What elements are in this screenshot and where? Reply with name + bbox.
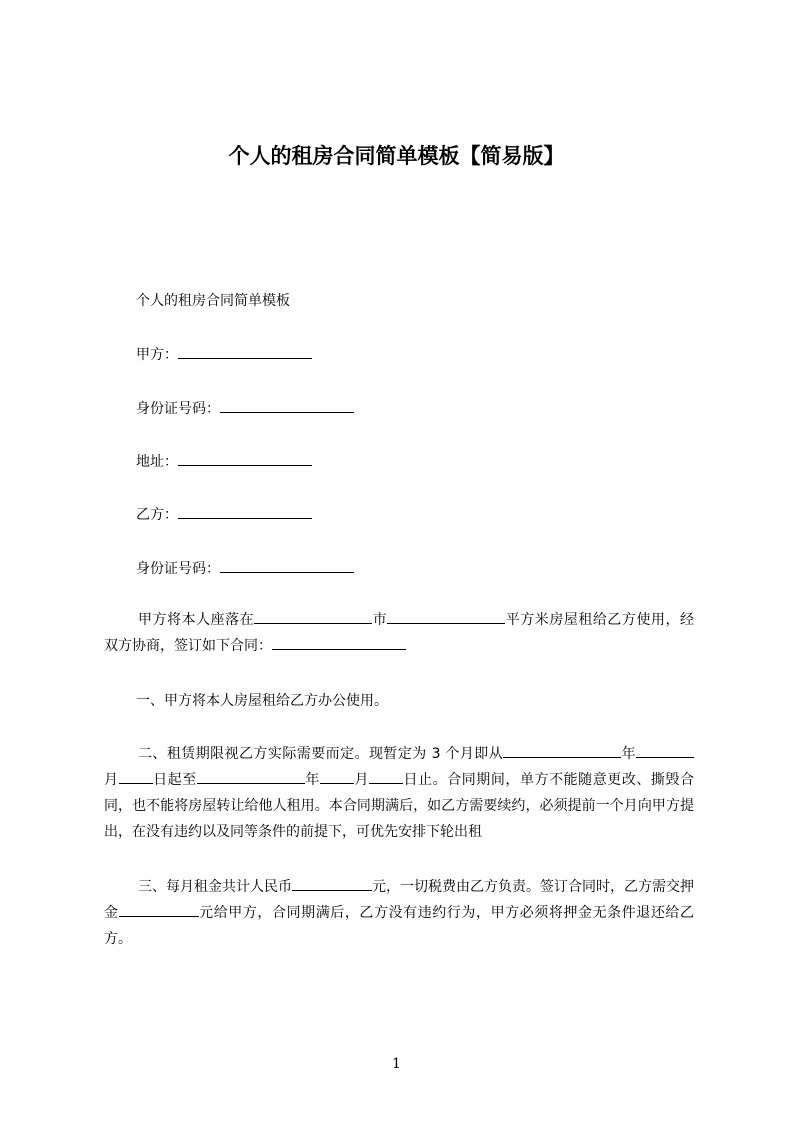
agreement-blank [272, 635, 406, 650]
document-title: 个人的租房合同简单模板【简易版】 [228, 144, 565, 168]
clause-2-text-7: 日止。合同期间，单方不能随意更改、撕毁合同，也不能将房屋转让给他人租用。本合同期满后，如乙方需要续约，必须提前一个月向甲方提出，在没有违约以及同等条件的前提下，可优先安排下轮出租 [104, 772, 695, 840]
party-a-id-line [136, 398, 354, 419]
property-paragraph [104, 607, 694, 659]
clause-2-text-4: 日起至 [152, 772, 197, 788]
party-b-blank [178, 504, 312, 519]
page-number: 1 [392, 1056, 401, 1072]
clause-2-text-2: 年 [621, 746, 636, 762]
address-line [136, 451, 312, 472]
clause-3-text-2: 元，一切税费由乙方负责。签订合同时，乙方需交押金 [104, 879, 694, 921]
end-month-blank [320, 769, 354, 784]
clause-3 [104, 874, 694, 952]
clause-2 [104, 741, 694, 845]
clause-3-text-3: 元给甲方，合同期满后，乙方没有违约行为，甲方必须将押金无条件退还给乙方。 [104, 905, 695, 947]
party-a-label: 甲方： [136, 347, 178, 363]
party-a-blank [178, 344, 312, 359]
property-text-1: 甲方将本人座落在 [138, 612, 255, 628]
clause-3-text-1: 三、每月租金共计人民币 [138, 879, 292, 895]
clause-2-text-5: 年 [304, 772, 320, 788]
start-month-blank [636, 743, 694, 758]
party-b-line [136, 504, 312, 525]
address-blank [178, 451, 312, 466]
party-b-id-label: 身份证号码： [136, 561, 220, 577]
party-a-line [136, 344, 312, 365]
clause-1: 一、甲方将本人房屋租给乙方办公使用。 [136, 693, 388, 709]
address-label: 地址： [136, 454, 178, 470]
end-day-blank [369, 769, 403, 784]
party-b-id-blank [220, 558, 354, 573]
clause-2-text-6: 月 [353, 772, 369, 788]
city-blank [254, 609, 372, 624]
party-b-id-line [136, 558, 354, 579]
start-year-blank [503, 743, 621, 758]
start-day-blank [119, 769, 153, 784]
subtitle: 个人的租房合同简单模板 [136, 293, 290, 309]
clause-2-text-3: 月 [104, 772, 119, 788]
end-year-blank [197, 769, 305, 784]
party-a-id-blank [220, 398, 354, 413]
area-blank [387, 609, 505, 624]
clause-2-text-1: 二、租赁期限视乙方实际需要而定。现暂定为 3 个月即从 [138, 746, 504, 762]
party-b-label: 乙方： [136, 507, 178, 523]
property-text-3: 平方米房屋租给乙方使用，经双方协商，签订如下合同： [104, 612, 695, 654]
property-text-2: 市 [372, 612, 388, 628]
deposit-blank [119, 902, 199, 917]
party-a-id-label: 身份证号码： [136, 401, 220, 417]
rent-blank [292, 876, 372, 891]
